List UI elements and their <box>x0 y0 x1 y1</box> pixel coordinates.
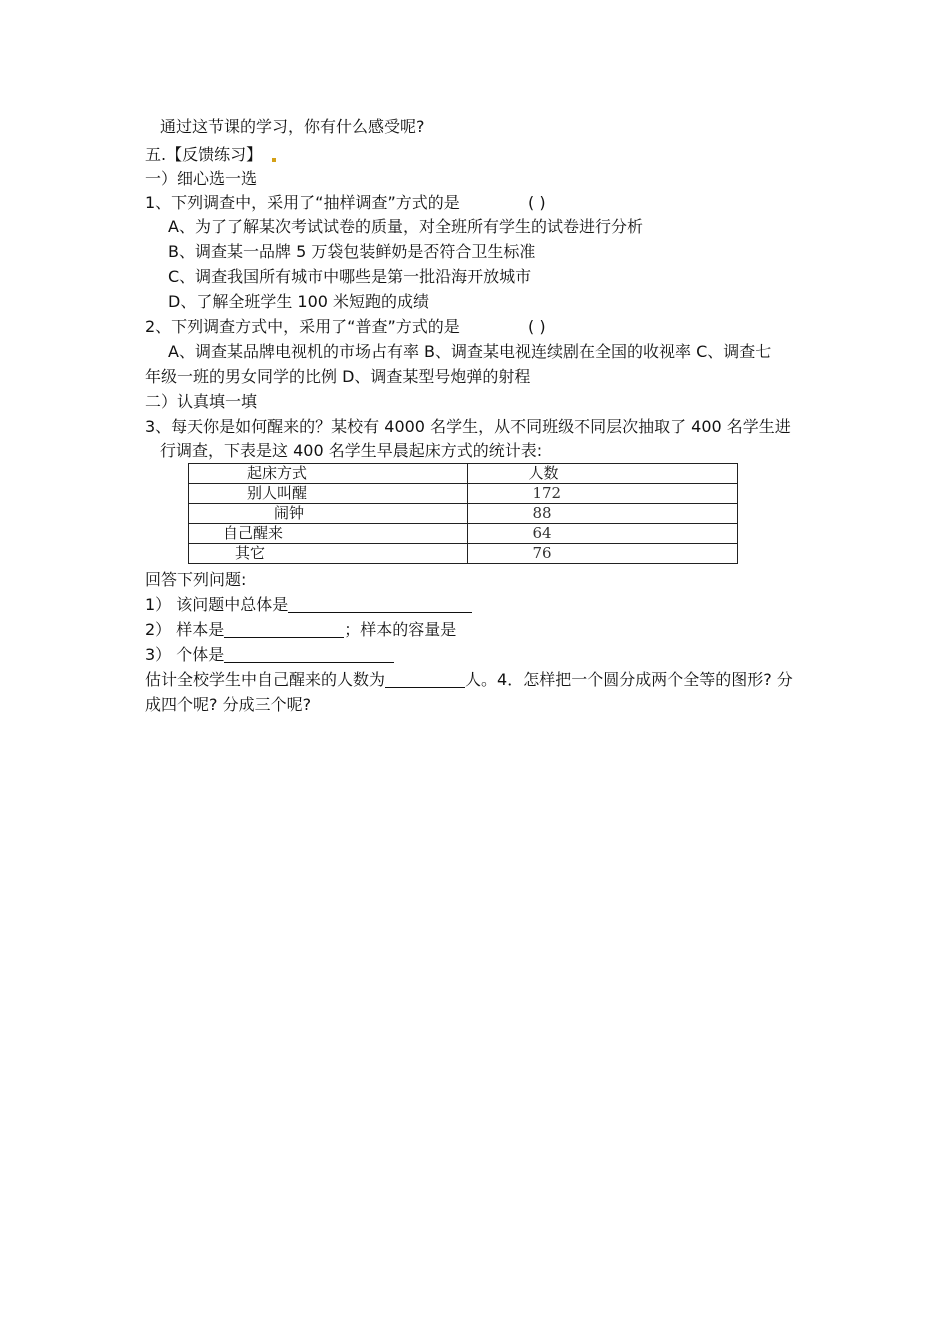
table-row <box>189 544 738 564</box>
sub-question-1 <box>145 594 472 616</box>
answer-prompt: 回答下列问题: <box>145 570 247 589</box>
part-two-heading: 二）认真填一填 <box>145 392 258 411</box>
estimate-lead: 估计全校学生中自己醒来的人数为 <box>145 670 386 689</box>
q1-option-a: A、为了了解某次考试试卷的质量，对全班所有学生的试卷进行分析 <box>168 217 643 236</box>
sub-question-2-text: 2） 样本是 <box>145 620 225 639</box>
row-count: 88 <box>468 504 738 524</box>
sub-question-2 <box>145 619 456 641</box>
answer-blank[interactable] <box>224 621 344 638</box>
header-count: 人数 <box>468 464 738 484</box>
q1-answer-paren: ( ) <box>528 193 546 212</box>
q4-line2: 成四个呢? 分成三个呢? <box>145 695 312 714</box>
q3-line2: 行调查，下表是这 400 名学生早晨起床方式的统计表: <box>160 441 543 460</box>
q1-option-d: D、了解全班学生 100 米短跑的成绩 <box>168 292 430 311</box>
row-method: 闹钟 <box>189 504 468 524</box>
q1-option-b: B、调查某一品牌 5 万袋包装鲜奶是否符合卫生标准 <box>168 242 536 261</box>
q1-stem-text: 1、下列调查中，采用了“抽样调查”方式的是 <box>145 193 460 212</box>
row-count: 64 <box>468 524 738 544</box>
q4-line1: 4．怎样把一个圆分成两个全等的图形? 分 <box>497 670 793 689</box>
q1-stem <box>145 192 546 214</box>
marker-dot-icon <box>272 158 276 162</box>
answer-blank[interactable] <box>385 671 465 688</box>
sub-question-3 <box>145 644 394 666</box>
section-five-title: 五.【反馈练习】 <box>145 145 263 164</box>
q2-options-line1: A、调查某品牌电视机的市场占有率 B、调查某电视连续剧在全国的收视率 C、调查七 <box>168 342 772 361</box>
estimate-unit: 人。 <box>465 670 498 689</box>
q2-answer-paren: ( ) <box>528 317 546 336</box>
q3-line1: 3、每天你是如何醒来的？某校有 4000 名学生，从不同班级不同层次抽取了 400 名学生进 <box>145 417 791 436</box>
part-one-heading: 一）细心选一选 <box>145 169 258 188</box>
section-five-heading <box>145 144 276 166</box>
table-row <box>189 504 738 524</box>
q1-option-c: C、调查我国所有城市中哪些是第一批沿海开放城市 <box>168 267 532 286</box>
table-row <box>189 484 738 504</box>
row-method: 自己醒来 <box>189 524 468 544</box>
row-count: 76 <box>468 544 738 564</box>
table-row <box>189 524 738 544</box>
sub-question-3-text: 3） 个体是 <box>145 645 225 664</box>
answer-blank[interactable] <box>288 596 472 613</box>
sub-question-1-text: 1） 该问题中总体是 <box>145 595 289 614</box>
q2-stem-text: 2、下列调查方式中，采用了“普查”方式的是 <box>145 317 460 336</box>
answer-blank[interactable] <box>224 646 394 663</box>
row-method: 别人叫醒 <box>189 484 468 504</box>
row-method: 其它 <box>189 544 468 564</box>
row-count: 172 <box>468 484 738 504</box>
estimate-line1 <box>145 669 793 691</box>
table-header-row <box>189 464 738 484</box>
q2-options-line2: 年级一班的男女同学的比例 D、调查某型号炮弹的射程 <box>145 367 531 386</box>
sample-size-text: ；样本的容量是 <box>344 620 457 639</box>
reflection-text: 通过这节课的学习，你有什么感受呢? <box>160 117 425 136</box>
q2-stem <box>145 316 546 338</box>
wakeup-stats-table <box>188 463 738 564</box>
header-method: 起床方式 <box>189 464 468 484</box>
